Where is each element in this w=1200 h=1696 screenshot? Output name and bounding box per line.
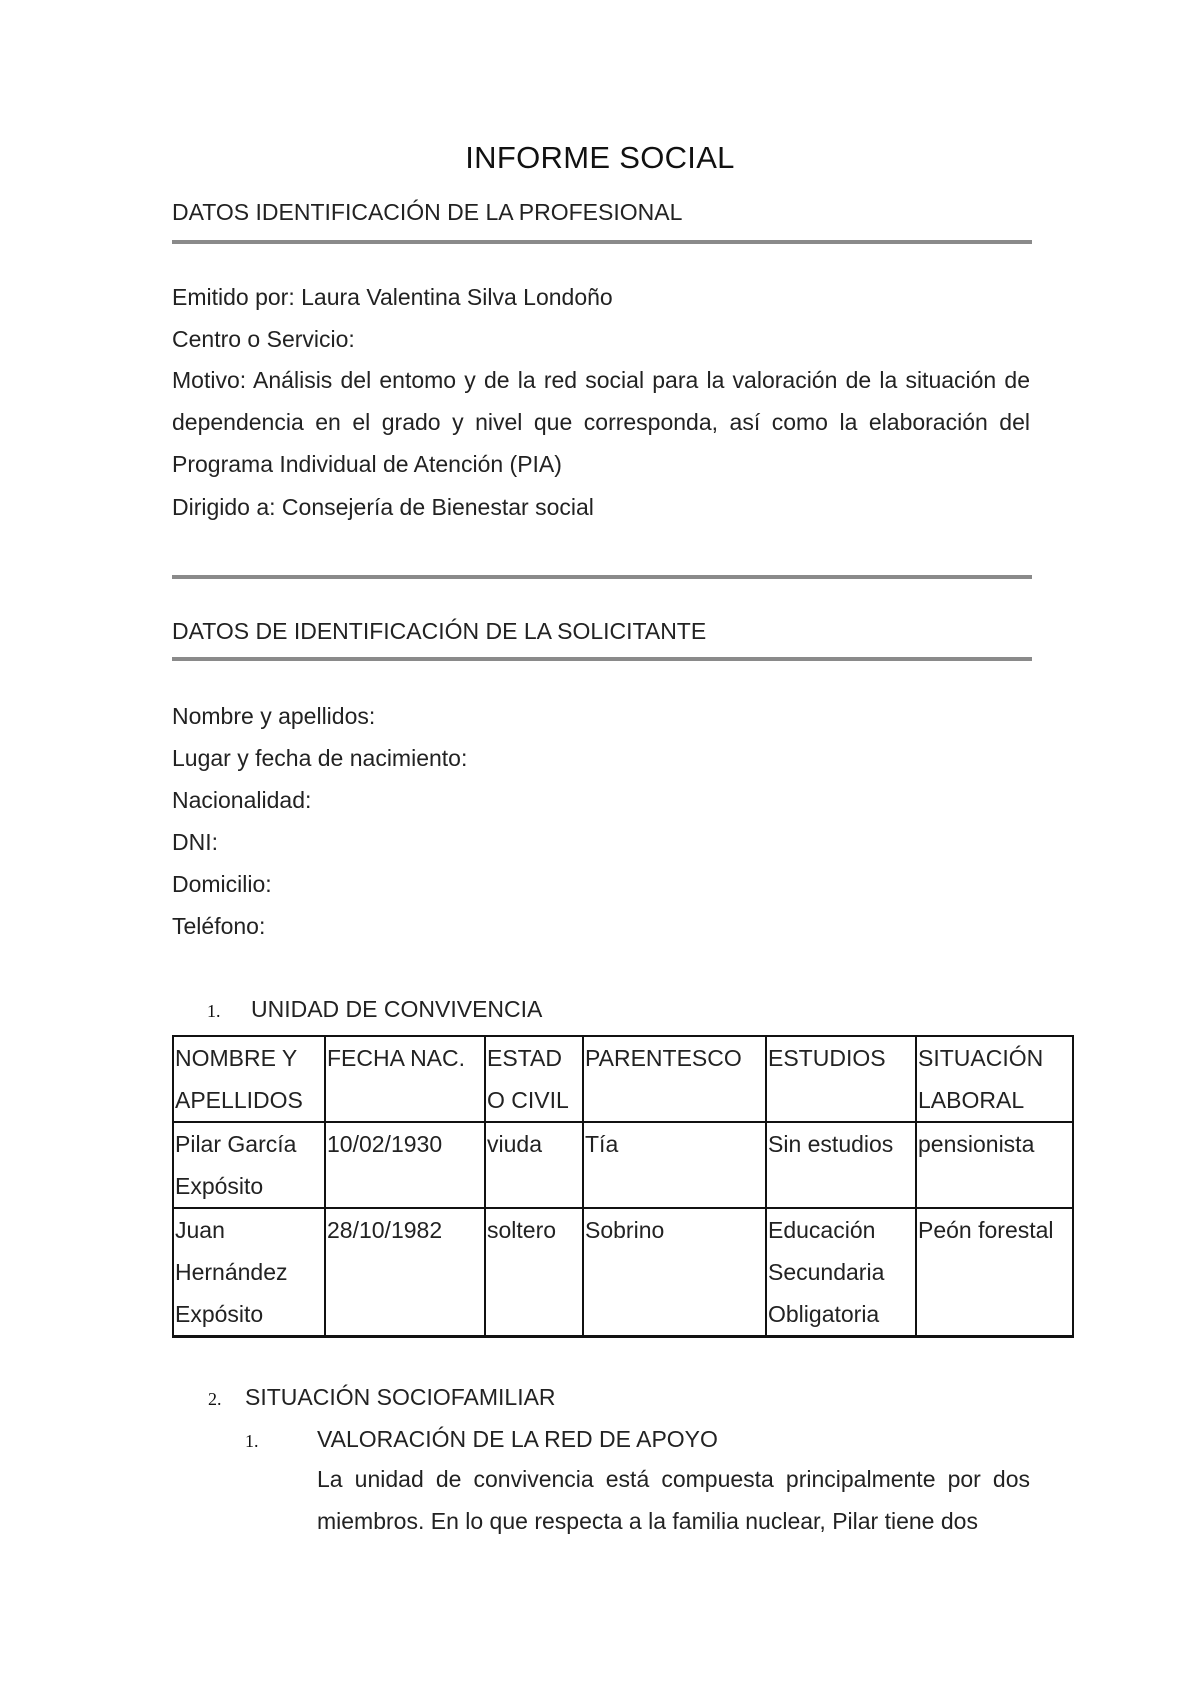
cell-parentesco: Tía [583, 1122, 766, 1208]
divider [172, 575, 1032, 579]
cell-parentesco: Sobrino [583, 1208, 766, 1337]
section2-number: 2. [208, 1389, 222, 1409]
emitido-por-line: Emitido por: Laura Valentina Silva Londoño [172, 284, 613, 310]
professional-section-heading: DATOS IDENTIFICACIÓN DE LA PROFESIONAL [172, 199, 683, 225]
header-nombre: NOMBRE Y APELLIDOS [173, 1036, 325, 1122]
cell-estado-civil: viuda [485, 1122, 583, 1208]
field-nacionalidad: Nacionalidad: [172, 787, 312, 813]
cell-fecha: 10/02/1930 [325, 1122, 485, 1208]
red-apoyo-paragraph: La unidad de convivencia está compuesta principalmente por dos miembros. En lo que respecta a la familia nuclear, Pilar tiene dos [317, 1466, 1030, 1534]
document-title: INFORME SOCIAL [465, 140, 735, 175]
field-telefono: Teléfono: [172, 913, 266, 939]
cell-estudios: Sin estudios [766, 1122, 916, 1208]
divider [172, 657, 1032, 661]
subsection-title: VALORACIÓN DE LA RED DE APOYO [317, 1426, 718, 1452]
section2-title: SITUACIÓN SOCIOFAMILIAR [245, 1384, 556, 1410]
header-estado-civil: ESTAD O CIVIL [485, 1036, 583, 1122]
dirigido-line: Dirigido a: Consejería de Bienestar social [172, 494, 594, 520]
cell-fecha: 28/10/1982 [325, 1208, 485, 1337]
section1-title: UNIDAD DE CONVIVENCIA [251, 996, 543, 1022]
convivencia-table [172, 1035, 1074, 1338]
cell-situacion-laboral: pensionista [916, 1122, 1073, 1208]
subsection-number: 1. [245, 1431, 259, 1451]
table-row [173, 1208, 1073, 1337]
field-lugar-fecha: Lugar y fecha de nacimiento: [172, 745, 468, 771]
divider [172, 240, 1032, 244]
centro-servicio-line: Centro o Servicio: [172, 326, 355, 352]
cell-estado-civil: soltero [485, 1208, 583, 1337]
cell-situacion-laboral: Peón forestal [916, 1208, 1073, 1337]
field-dni: DNI: [172, 829, 218, 855]
cell-estudios: Educación Secundaria Obligatoria [766, 1208, 916, 1337]
section1-number: 1. [207, 1001, 221, 1021]
table-row [173, 1122, 1073, 1208]
applicant-section-heading: DATOS DE IDENTIFICACIÓN DE LA SOLICITANTE [172, 618, 707, 644]
header-estudios: ESTUDIOS [766, 1036, 916, 1122]
field-domicilio: Domicilio: [172, 871, 272, 897]
motivo-paragraph: Motivo: Análisis del entomo y de la red social para la valoración de la situación de dependencia en el grado y nivel que corresponda, así como la elaboración del Programa Individual de Atención (PIA) [172, 367, 1030, 477]
cell-nombre: Pilar García Expósito [173, 1122, 325, 1208]
header-fecha: FECHA NAC. [325, 1036, 485, 1122]
table-header-row [173, 1036, 1073, 1122]
field-nombre: Nombre y apellidos: [172, 703, 376, 729]
header-situacion-laboral: SITUACIÓN LABORAL [916, 1036, 1073, 1122]
cell-nombre: Juan Hernández Expósito [173, 1208, 325, 1337]
header-parentesco: PARENTESCO [583, 1036, 766, 1122]
